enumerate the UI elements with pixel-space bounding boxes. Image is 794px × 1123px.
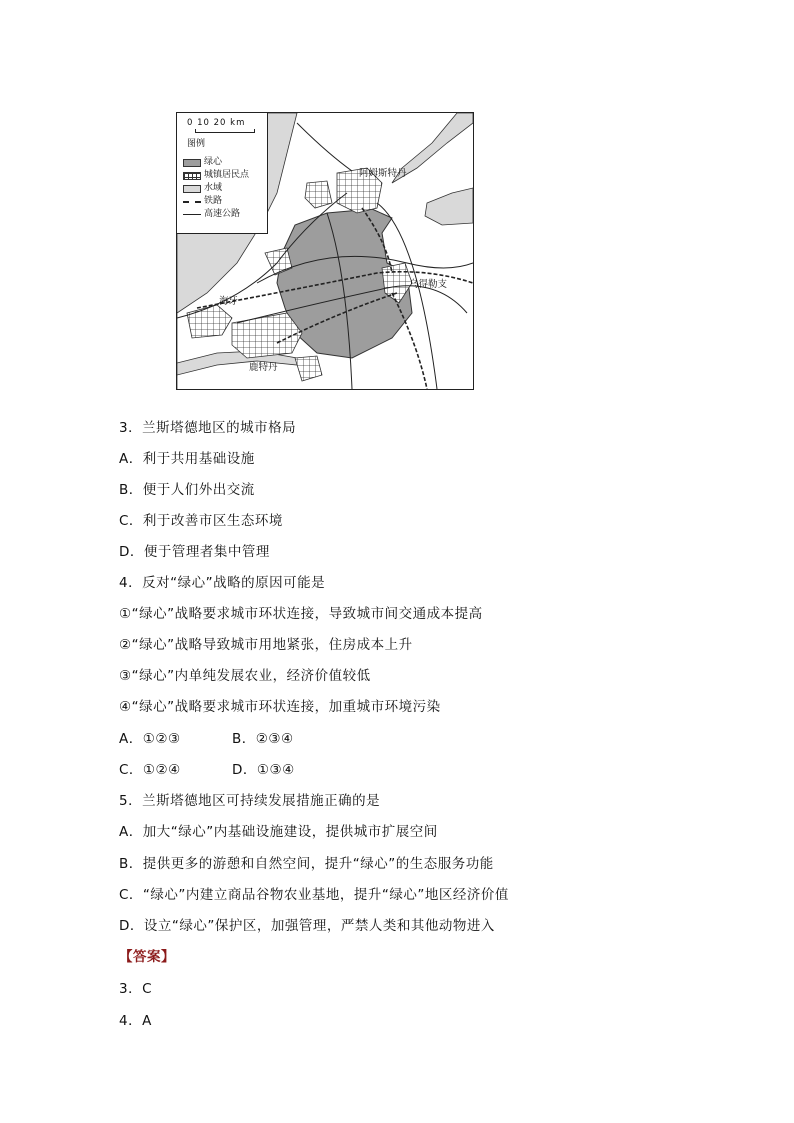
- map-legend: [177, 113, 268, 234]
- q3-stem: 3．兰斯塔德地区的城市格局: [119, 420, 297, 436]
- scale-label: 0 10 20 km: [187, 118, 246, 128]
- q4-statement-4: ④“绿心”战略要求城市环状连接，加重城市环境污染: [119, 699, 441, 715]
- legend-label: 水域: [204, 183, 223, 193]
- ranstad-map: [176, 112, 474, 390]
- q3-option-b: B．便于人们外出交流: [119, 482, 255, 498]
- green-heart-swatch: [183, 159, 201, 167]
- q5-stem: 5．兰斯塔德地区可持续发展措施正确的是: [119, 793, 381, 809]
- q5-option-a: A．加大“绿心”内基础设施建设，提供城市扩展空间: [119, 824, 438, 840]
- q3-option-c: C．利于改善市区生态环境: [119, 513, 283, 529]
- railway-line: [183, 201, 201, 203]
- answer-3: 3．C: [119, 981, 153, 997]
- town-hague: [187, 305, 232, 338]
- legend-label: 绿心: [204, 157, 223, 167]
- q4-statement-2: ②“绿心”战略导致城市用地紧张，住房成本上升: [119, 637, 413, 653]
- q4-option-c: C．①②④: [119, 762, 181, 778]
- q4-stem: 4．反对“绿心”战略的原因可能是: [119, 575, 326, 591]
- legend-label: 铁路: [204, 196, 223, 206]
- town-haarlem: [305, 181, 332, 208]
- q4-statement-3: ③“绿心”内单纯发展农业，经济价值较低: [119, 668, 371, 684]
- highway-line: [183, 214, 201, 215]
- legend-item-railway: [183, 196, 222, 207]
- city-label-rotterdam: 鹿特丹: [249, 362, 278, 373]
- scale-bar: [195, 129, 255, 133]
- water-swatch: [183, 185, 201, 193]
- q4-option-b: B．②③④: [232, 731, 294, 747]
- city-label-amsterdam: 阿姆斯特丹: [359, 168, 407, 179]
- city-label-hague: 海牙: [219, 296, 239, 307]
- q5-option-c: C．“绿心”内建立商品谷物农业基地，提升“绿心”地区经济价值: [119, 887, 509, 903]
- q4-option-a: A．①②③: [119, 731, 181, 747]
- town-swatch: [183, 172, 201, 180]
- q3-option-a: A．利于共用基础设施: [119, 451, 255, 467]
- legend-item-water: [183, 183, 222, 194]
- q5-option-b: B．提供更多的游憩和自然空间，提升“绿心”的生态服务功能: [119, 856, 494, 872]
- legend-item-town: [183, 170, 249, 181]
- answer-4: 4．A: [119, 1013, 152, 1029]
- town-south: [295, 356, 322, 381]
- legend-item-green-heart: [183, 157, 222, 168]
- q3-option-d: D．便于管理者集中管理: [119, 544, 270, 560]
- legend-label: 高速公路: [204, 209, 241, 219]
- legend-title: 图例: [187, 139, 206, 149]
- town-rotterdam: [232, 313, 302, 358]
- markermeer: [425, 188, 473, 225]
- q4-statement-1: ①“绿心”战略要求城市环状连接，导致城市间交通成本提高: [119, 606, 483, 622]
- city-label-utrecht: 乌得勒支: [409, 279, 448, 290]
- q5-option-d: D．设立“绿心”保护区，加强管理，严禁人类和其他动物进入: [119, 918, 495, 934]
- legend-item-highway: [183, 209, 240, 220]
- q4-option-d: D．①③④: [232, 762, 295, 778]
- answer-tag: 【答案】: [119, 949, 175, 965]
- legend-label: 城镇居民点: [204, 170, 250, 180]
